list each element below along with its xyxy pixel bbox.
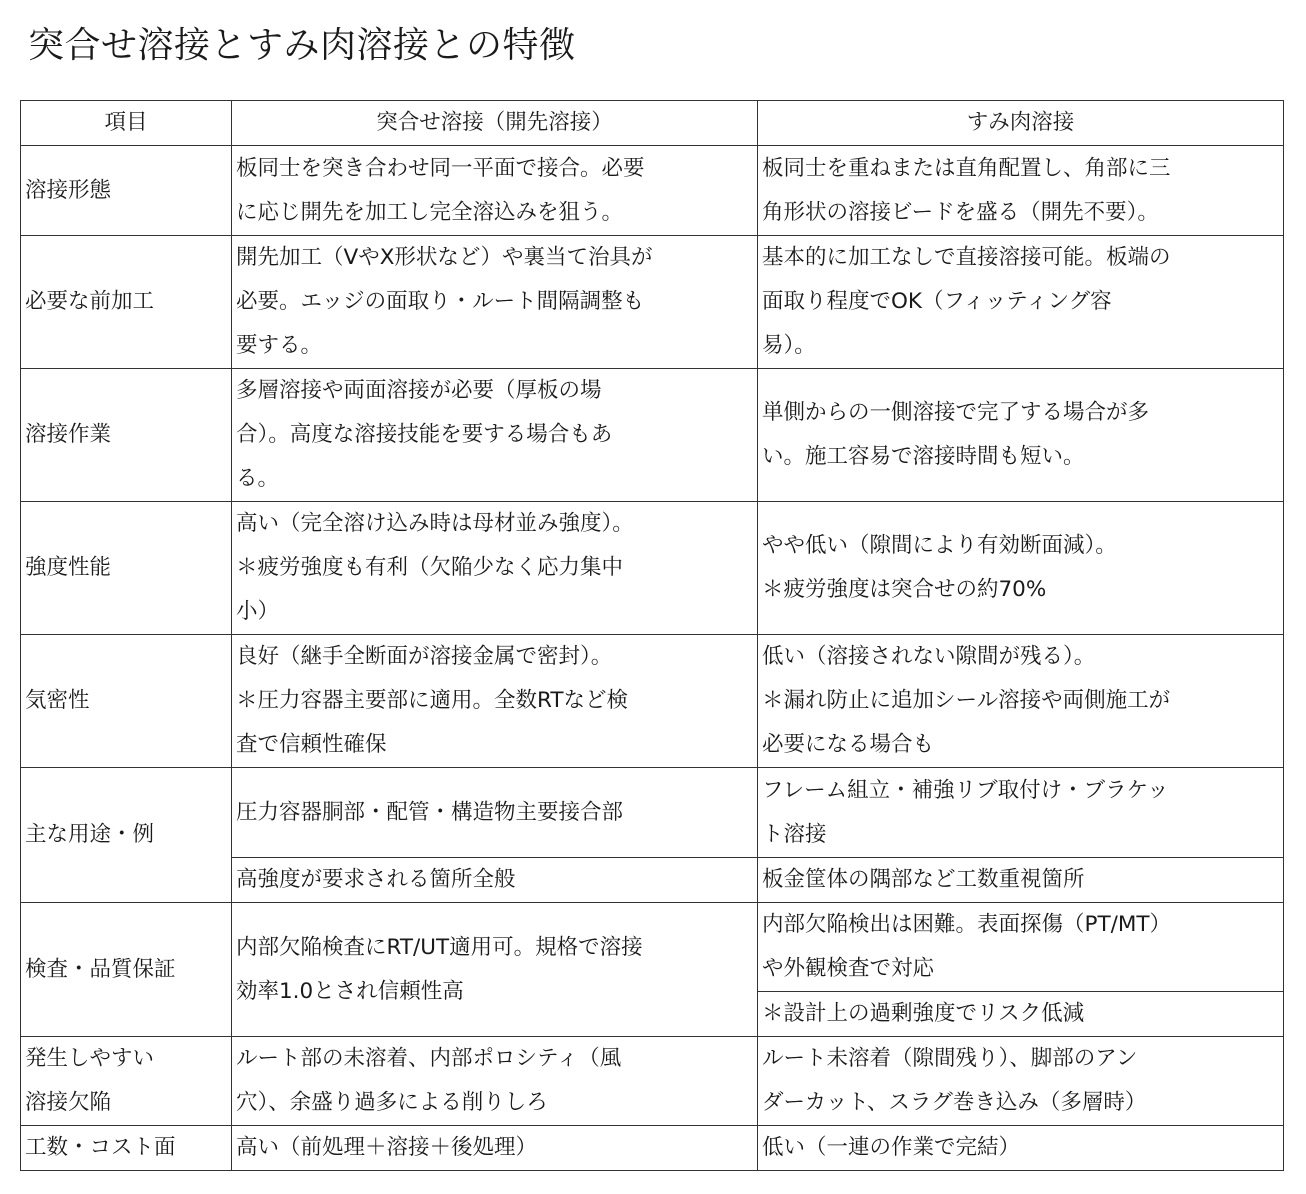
fillet-cell: 内部欠陥検出は困難。表面探傷（PT/MT） や外観検査で対応 [758,903,1284,992]
fillet-cell: やや低い（隙間により有効断面減）。 ＊疲労強度は突合せの約70% [758,502,1284,635]
table-row [21,502,1284,635]
header-item: 項目 [21,101,232,146]
table-row [21,1126,1284,1171]
fillet-cell: 板同士を重ねまたは直角配置し、角部に三 角形状の溶接ビードを盛る（開先不要）。 [758,146,1284,236]
table-row [21,635,1284,768]
row-label: 工数・コスト面 [21,1126,232,1171]
row-label: 溶接形態 [21,146,232,236]
fillet-cell: ルート未溶着（隙間残り）、脚部のアン ダーカット、スラグ巻き込み（多層時） [758,1037,1284,1126]
row-label: 検査・品質保証 [21,903,232,1037]
butt-cell: 開先加工（VやX形状など）や裏当て治具が 必要。エッジの面取り・ルート間隔調整も 要する。 [232,236,758,369]
fillet-cell: 単側からの一側溶接で完了する場合が多 い。施工容易で溶接時間も短い。 [758,369,1284,502]
header-fillet-weld: すみ肉溶接 [758,101,1284,146]
butt-cell: 多層溶接や両面溶接が必要（厚板の場 合）。高度な溶接技能を要する場合もあ る。 [232,369,758,502]
header-butt-weld: 突合せ溶接（開先溶接） [232,101,758,146]
table-header-row [21,101,1284,146]
table-row [21,768,1284,858]
fillet-cell: 低い（一連の作業で完結） [758,1126,1284,1171]
row-label: 溶接作業 [21,369,232,502]
comparison-table [20,100,1284,1171]
fillet-cell: 板金筐体の隅部など工数重視箇所 [758,858,1284,903]
page-title: 突合せ溶接とすみ肉溶接との特徴 [28,25,576,66]
row-label: 強度性能 [21,502,232,635]
butt-cell: 板同士を突き合わせ同一平面で接合。必要 に応じ開先を加工し完全溶込みを狙う。 [232,146,758,236]
row-label: 発生しやすい 溶接欠陥 [21,1037,232,1126]
fillet-cell: フレーム組立・補強リブ取付け・ブラケッ ト溶接 [758,768,1284,858]
butt-cell: ルート部の未溶着、内部ポロシティ（風 穴）、余盛り過多による削りしろ [232,1037,758,1126]
butt-cell: 高い（完全溶け込み時は母材並み強度）。 ＊疲労強度も有利（欠陥少なく応力集中 小） [232,502,758,635]
table-row [21,236,1284,369]
table-row [21,903,1284,992]
fillet-cell: ＊設計上の過剰強度でリスク低減 [758,992,1284,1037]
table-row [21,1037,1284,1126]
butt-cell: 高い（前処理＋溶接＋後処理） [232,1126,758,1171]
fillet-cell: 低い（溶接されない隙間が残る）。 ＊漏れ防止に追加シール溶接や両側施工が 必要になる場合も [758,635,1284,768]
butt-cell: 圧力容器胴部・配管・構造物主要接合部 [232,768,758,858]
row-label: 主な用途・例 [21,768,232,903]
table-row [21,146,1284,236]
butt-cell: 良好（継手全断面が溶接金属で密封）。 ＊圧力容器主要部に適用。全数RTなど検 査で信頼性確保 [232,635,758,768]
row-label: 気密性 [21,635,232,768]
butt-cell: 内部欠陥検査にRT/UT適用可。規格で溶接 効率1.0とされ信頼性高 [232,903,758,1037]
table-row [21,369,1284,502]
fillet-cell: 基本的に加工なしで直接溶接可能。板端の 面取り程度でOK（フィッティング容 易）。 [758,236,1284,369]
butt-cell: 高強度が要求される箇所全般 [232,858,758,903]
row-label: 必要な前加工 [21,236,232,369]
